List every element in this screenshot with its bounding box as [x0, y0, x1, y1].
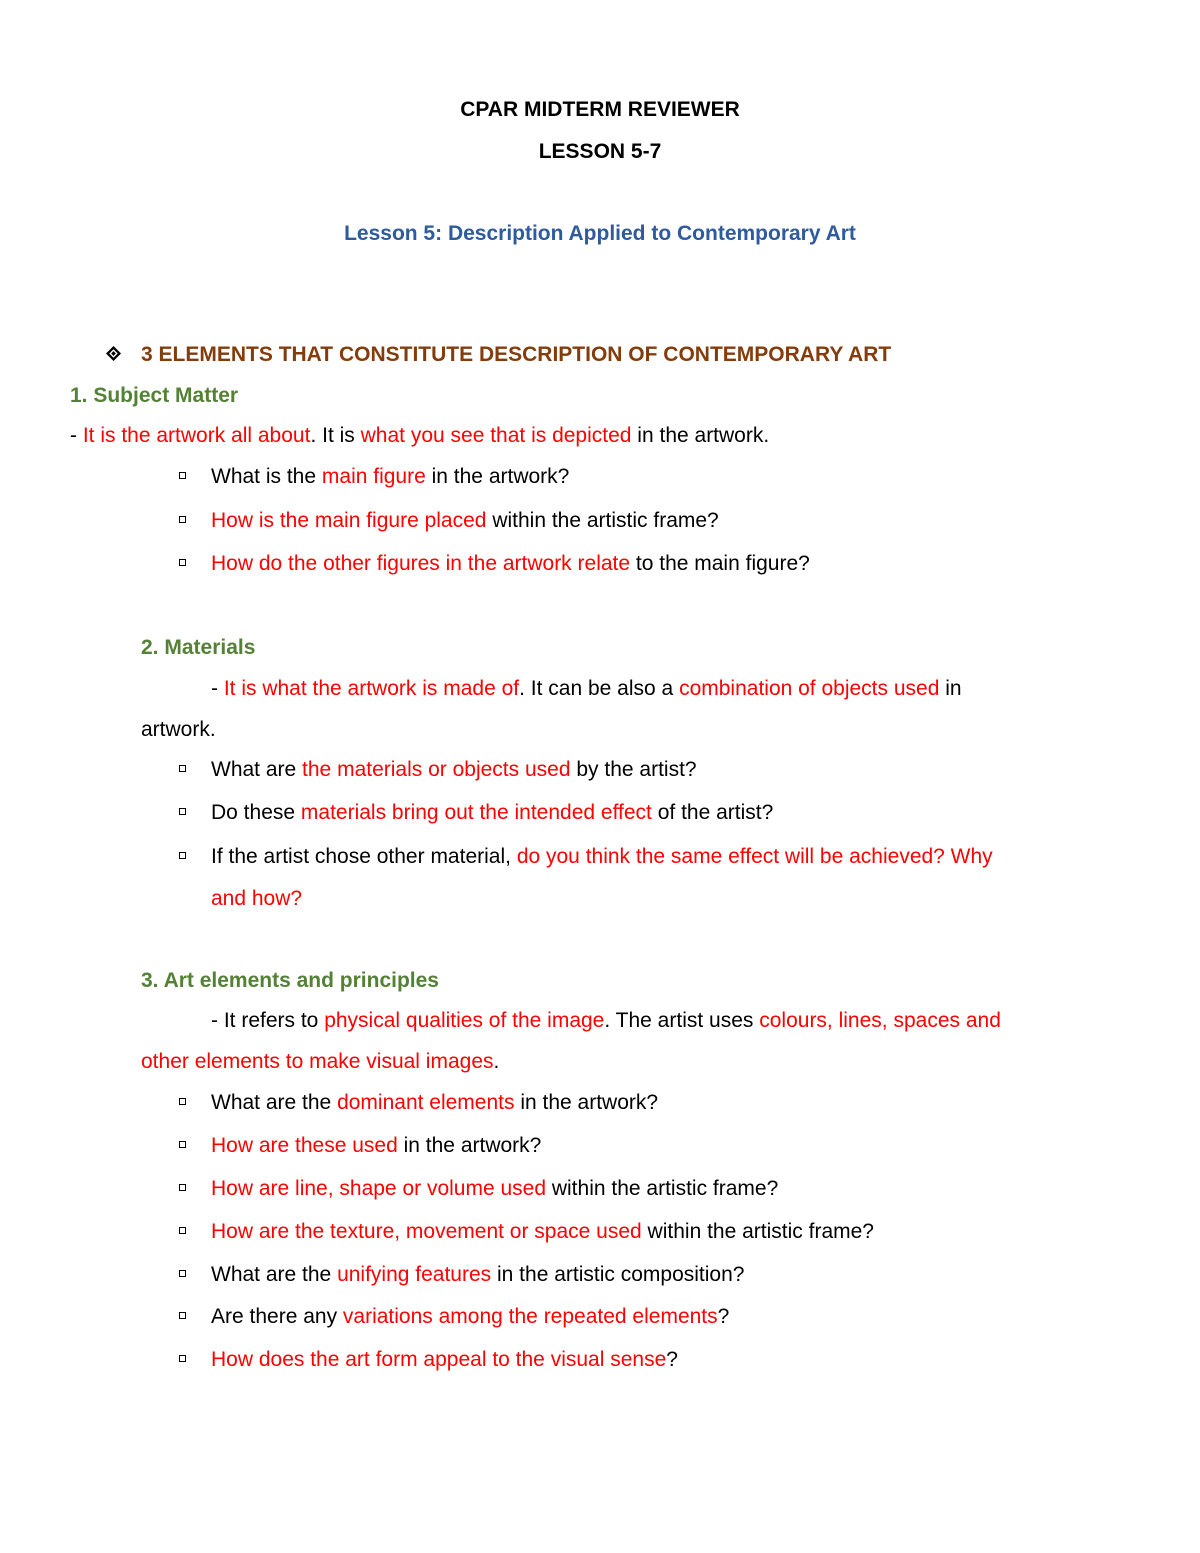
list-item-continued: and how? — [211, 887, 303, 910]
art-elements-heading: 3. Art elements and principles — [141, 969, 439, 992]
list-item: How are these used in the artwork? — [211, 1134, 542, 1157]
list-item: What are the materials or objects used by the artist? — [211, 758, 697, 781]
list-item: How do the other figures in the artwork relate to the main figure? — [211, 552, 810, 575]
square-bullet-icon — [179, 808, 186, 815]
materials-definition-continued: artwork. — [141, 718, 216, 741]
list-item: How does the art form appeal to the visual sense? — [211, 1348, 678, 1371]
subject-matter-definition: - It is the artwork all about. It is what you see that is depicted in the artwork. — [70, 424, 770, 447]
list-item: What is the main figure in the artwork? — [211, 465, 570, 488]
square-bullet-icon — [179, 472, 186, 479]
materials-definition: - It is what the artwork is made of. It can be also a combination of objects used in — [211, 677, 962, 700]
square-bullet-icon — [179, 516, 186, 523]
square-bullet-icon — [179, 1098, 186, 1105]
list-item: What are the dominant elements in the artwork? — [211, 1091, 659, 1114]
list-item: Are there any variations among the repeated elements? — [211, 1305, 730, 1328]
square-bullet-icon — [179, 1355, 186, 1362]
lesson-title: Lesson 5: Description Applied to Contemporary Art — [344, 222, 856, 245]
diamond-bullet-icon — [106, 346, 121, 361]
document-subtitle: LESSON 5-7 — [538, 140, 662, 163]
materials-heading: 2. Materials — [141, 636, 256, 659]
square-bullet-icon — [179, 852, 186, 859]
square-bullet-icon — [179, 765, 186, 772]
section-heading: 3 ELEMENTS THAT CONSTITUTE DESCRIPTION OF CONTEMPORARY ART — [141, 343, 892, 366]
art-elements-definition: - It refers to physical qualities of the image. The artist uses colours, lines, spaces and — [211, 1009, 1001, 1032]
list-item: If the artist chose other material, do you think the same effect will be achieved? Why — [211, 845, 993, 868]
square-bullet-icon — [179, 559, 186, 566]
square-bullet-icon — [179, 1270, 186, 1277]
square-bullet-icon — [179, 1141, 186, 1148]
list-item: How are line, shape or volume used within the artistic frame? — [211, 1177, 779, 1200]
list-item: What are the unifying features in the artistic composition? — [211, 1263, 745, 1286]
art-elements-definition-continued: other elements to make visual images. — [141, 1050, 500, 1073]
document-title: CPAR MIDTERM REVIEWER — [460, 98, 740, 121]
square-bullet-icon — [179, 1312, 186, 1319]
subject-matter-heading: 1. Subject Matter — [70, 384, 239, 407]
list-item: Do these materials bring out the intended effect of the artist? — [211, 801, 774, 824]
list-item: How are the texture, movement or space used within the artistic frame? — [211, 1220, 874, 1243]
square-bullet-icon — [179, 1227, 186, 1234]
square-bullet-icon — [179, 1184, 186, 1191]
list-item: How is the main figure placed within the artistic frame? — [211, 509, 719, 532]
